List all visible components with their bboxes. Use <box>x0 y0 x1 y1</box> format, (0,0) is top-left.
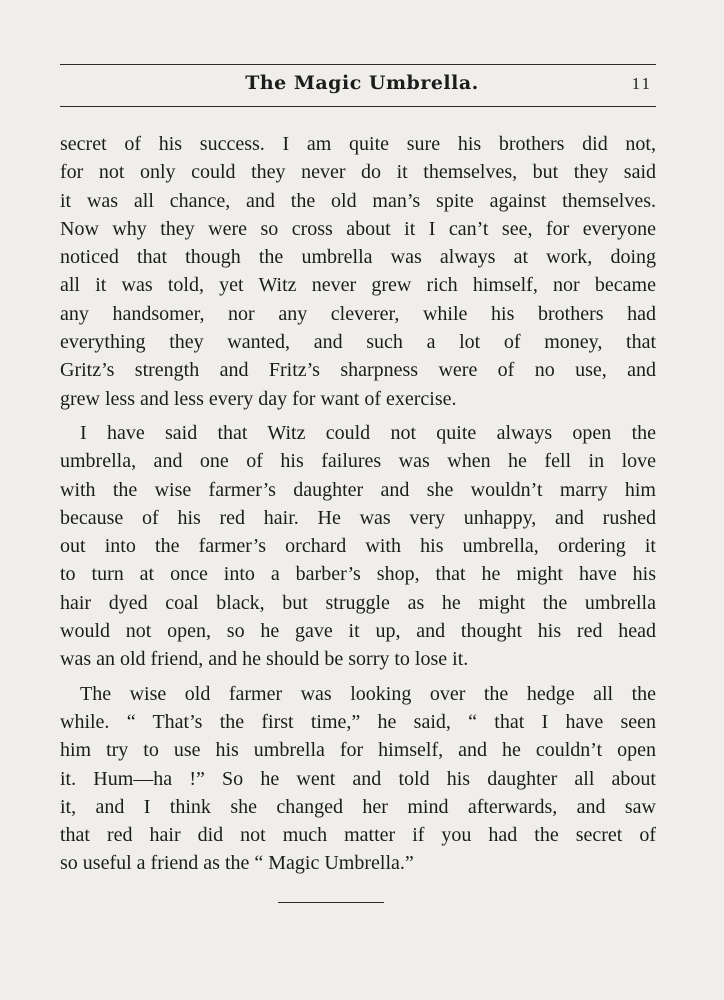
text-line: any handsomer, nor any cleverer, while his brothers had <box>60 302 656 325</box>
text-line: him try to use his umbrella for himself, and he couldn’t open <box>60 739 656 762</box>
text-line: secret of his success. I am quite sure his brothers did not, <box>60 133 656 155</box>
paragraph <box>60 680 656 878</box>
text-line: so useful a friend as the “ Magic Umbrella.” <box>60 852 414 875</box>
text-line: grew less and less every day for want of exercise. <box>60 387 457 410</box>
text-line: it was all chance, and the old man’s spite against themselves. <box>60 189 656 212</box>
text-line: I have said that Witz could not quite always open the <box>80 421 656 444</box>
text-line: for not only could they never do it themselves, but they said <box>60 161 656 184</box>
end-rule <box>278 902 384 903</box>
header-top-rule <box>60 64 656 65</box>
text-line: The wise old farmer was looking over the hedge all the <box>80 682 656 705</box>
text-line: to turn at once into a barber’s shop, that he might have his <box>60 563 656 586</box>
text-line: that red hair did not much matter if you had the secret of <box>60 824 656 847</box>
text-line: Now why they were so cross about it I can’t see, for everyone <box>60 217 656 240</box>
text-line: umbrella, and one of his failures was when he fell in love <box>60 450 656 473</box>
text-line: would not open, so he gave it up, and thought his red head <box>60 620 656 643</box>
paragraph <box>60 130 656 413</box>
text-line: it, and I think she changed her mind afterwards, and saw <box>60 795 656 818</box>
text-line: noticed that though the umbrella was always at work, doing <box>60 246 656 269</box>
text-line: it. Hum—ha !” So he went and told his daughter all about <box>60 767 656 790</box>
body-text <box>60 130 656 878</box>
text-line: hair dyed coal black, but struggle as he might the umbrella <box>60 591 656 614</box>
text-line: while. “ That’s the first time,” he said, “ that I have seen <box>60 710 656 733</box>
page-number: 11 <box>631 74 652 93</box>
running-title: The Magic Umbrella. <box>245 72 479 94</box>
text-line: all it was told, yet Witz never grew rich himself, nor became <box>60 274 656 297</box>
paragraph <box>60 419 656 674</box>
text-line: because of his red hair. He was very unhappy, and rushed <box>60 506 656 529</box>
text-line: everything they wanted, and such a lot of money, that <box>60 331 656 354</box>
text-line: out into the farmer’s orchard with his umbrella, ordering it <box>60 535 656 558</box>
header-bottom-rule <box>60 106 656 107</box>
text-line: with the wise farmer’s daughter and she wouldn’t marry him <box>60 478 656 501</box>
text-line: Gritz’s strength and Fritz’s sharpness were of no use, and <box>60 359 656 382</box>
text-line: was an old friend, and he should be sorry to lose it. <box>60 648 469 671</box>
